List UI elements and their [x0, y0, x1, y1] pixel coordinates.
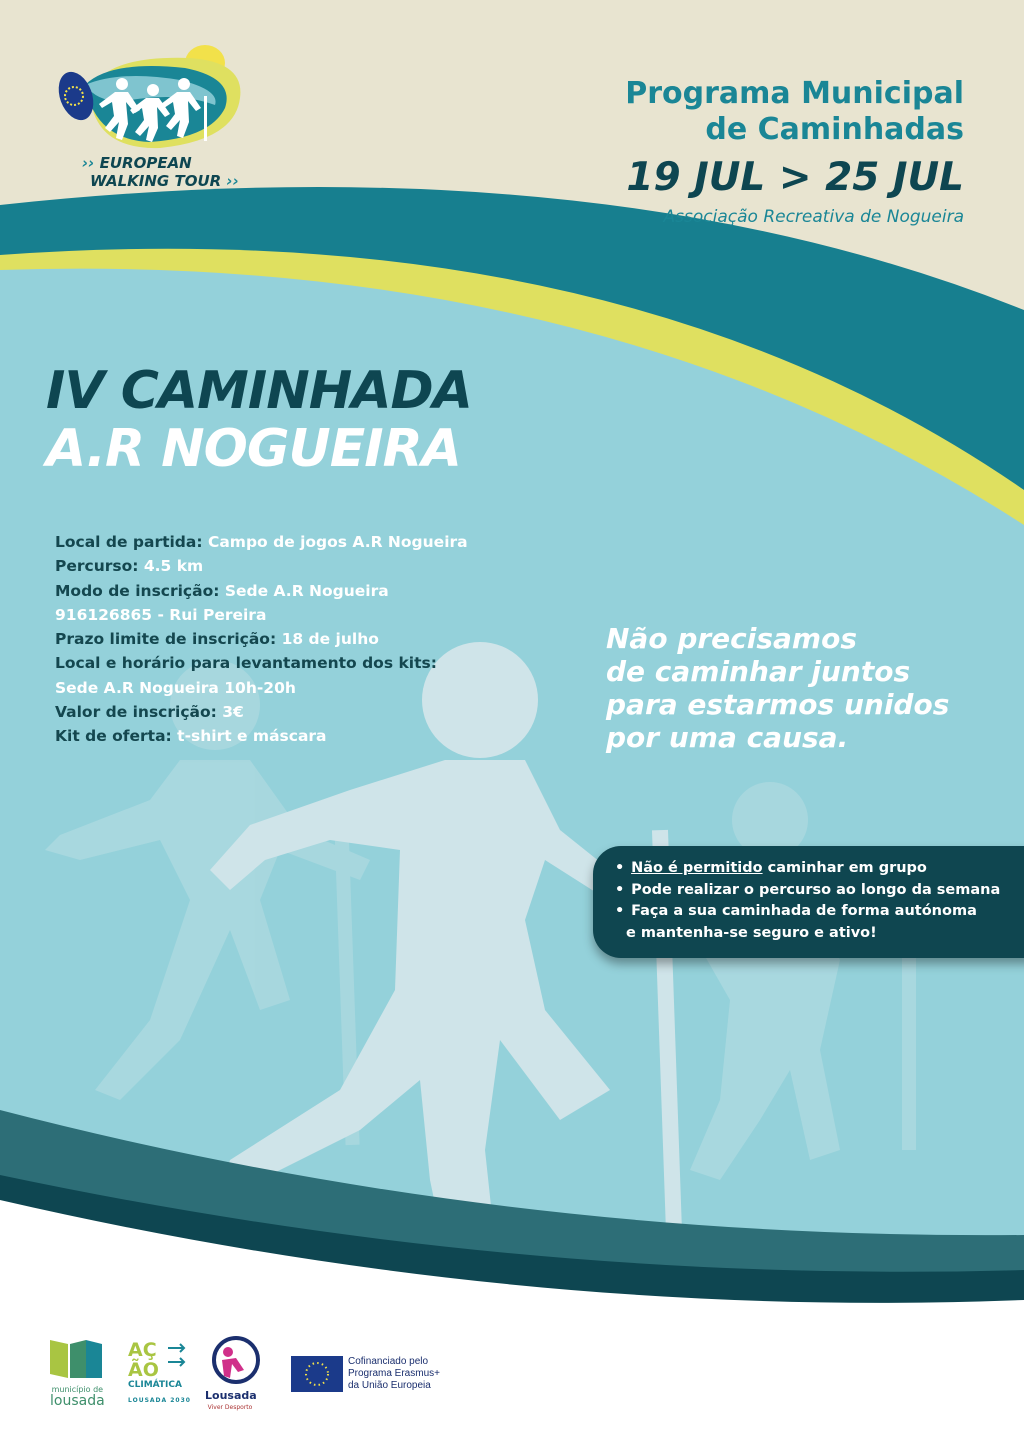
ewt-arrows-left: ›› — [82, 154, 95, 172]
ewt-logo-text — [82, 154, 239, 190]
rule-text: Faça a sua caminhada de forma autónoma — [631, 903, 977, 919]
quote-line1: Não precisamos — [606, 622, 857, 655]
event-dates: 19 JUL > 25 JUL — [626, 155, 964, 200]
lousada-viver-desporto-logo — [205, 1390, 255, 1414]
info-row — [55, 579, 468, 603]
quote-line4: por uma causa. — [606, 721, 849, 754]
rule-text: Pode realizar o percurso ao longo da semana — [631, 881, 1001, 898]
rules-box — [593, 846, 1024, 958]
rule-not-allowed: Não é permitido — [631, 860, 763, 876]
eu-line3: da União Europeia — [348, 1380, 431, 1391]
event-info-list — [55, 530, 468, 749]
acao-climatica-logo — [128, 1340, 191, 1411]
info-row — [55, 603, 468, 627]
program-title-line2: de Caminhadas — [705, 112, 964, 147]
program-header — [625, 76, 964, 230]
info-label: Local e horário para levantamento dos kits: — [55, 654, 437, 673]
quote-line2: de caminhar juntos — [606, 655, 911, 688]
info-value: 18 de julho — [281, 630, 379, 649]
ewt-arrows-right: ›› — [226, 172, 239, 190]
acao-climatica: CLIMÁTICA — [128, 1380, 182, 1390]
info-value: 4.5 km — [143, 557, 204, 576]
info-label: Valor de inscrição: — [55, 703, 217, 722]
info-value: 3€ — [222, 703, 244, 722]
erasmus-cofunding-text — [348, 1356, 440, 1392]
lousada-municipio-logo — [50, 1340, 102, 1378]
rule-item: • Não é permitido caminhar em grupo — [615, 860, 927, 876]
eu-line2: Programa Erasmus+ — [348, 1368, 440, 1379]
info-value: t-shirt e máscara — [177, 727, 327, 746]
info-row — [55, 651, 468, 675]
quote-line3: para estarmos unidos — [606, 688, 950, 721]
organizer-name: Associação Recreativa de Nogueira — [663, 207, 964, 227]
info-value: 916126865 - Rui Pereira — [55, 605, 267, 624]
info-label: Modo de inscrição: — [55, 581, 220, 600]
rule-item: • Pode realizar o percurso ao longo da semana — [615, 881, 1001, 898]
info-row — [55, 554, 468, 578]
municipio-name: lousada — [50, 1393, 105, 1409]
ewt-line2: WALKING TOUR — [90, 172, 222, 190]
info-value: Sede A.R Nogueira — [224, 581, 389, 600]
ewt-line1: EUROPEAN — [99, 154, 192, 172]
info-row — [55, 724, 468, 748]
rule-item: • Faça a sua caminhada de forma autónoma — [615, 903, 977, 919]
info-label: Kit de oferta: — [55, 727, 172, 746]
eu-flag — [291, 1356, 343, 1392]
info-label: Prazo limite de inscrição: — [55, 630, 277, 649]
program-title-line1: Programa Municipal — [625, 76, 964, 111]
eu-line1: Cofinanciado pelo — [348, 1356, 429, 1367]
municipio-small: município de — [51, 1385, 104, 1394]
info-value: Sede A.R Nogueira 10h-20h — [55, 678, 296, 697]
event-title-line2: A.R NOGUEIRA — [46, 419, 461, 479]
rule-text: caminhar em grupo — [762, 860, 927, 876]
rule-text: e mantenha-se seguro e ativo! — [626, 924, 877, 941]
acao-line2: ÃO — [128, 1359, 159, 1381]
acao-sub: LOUSADA 2030 — [128, 1397, 191, 1404]
acao-line1: AÇ — [128, 1339, 157, 1361]
info-value: Campo de jogos A.R Nogueira — [207, 533, 468, 551]
info-label: Percurso: — [55, 557, 139, 576]
info-label: Local de partida: — [55, 533, 203, 551]
lousada-brand: Lousada — [205, 1389, 257, 1402]
rule-item-cont — [615, 923, 1024, 945]
event-title-line1: IV CAMINHADA — [46, 361, 472, 421]
municipio-lousada-logo — [50, 1385, 105, 1408]
info-row — [55, 627, 468, 651]
event-title — [46, 362, 472, 478]
info-row — [55, 530, 468, 554]
info-row — [55, 676, 468, 700]
lousada-tagline: Viver Desporto — [207, 1404, 253, 1411]
info-row — [55, 700, 468, 724]
slogan-quote — [606, 622, 949, 754]
